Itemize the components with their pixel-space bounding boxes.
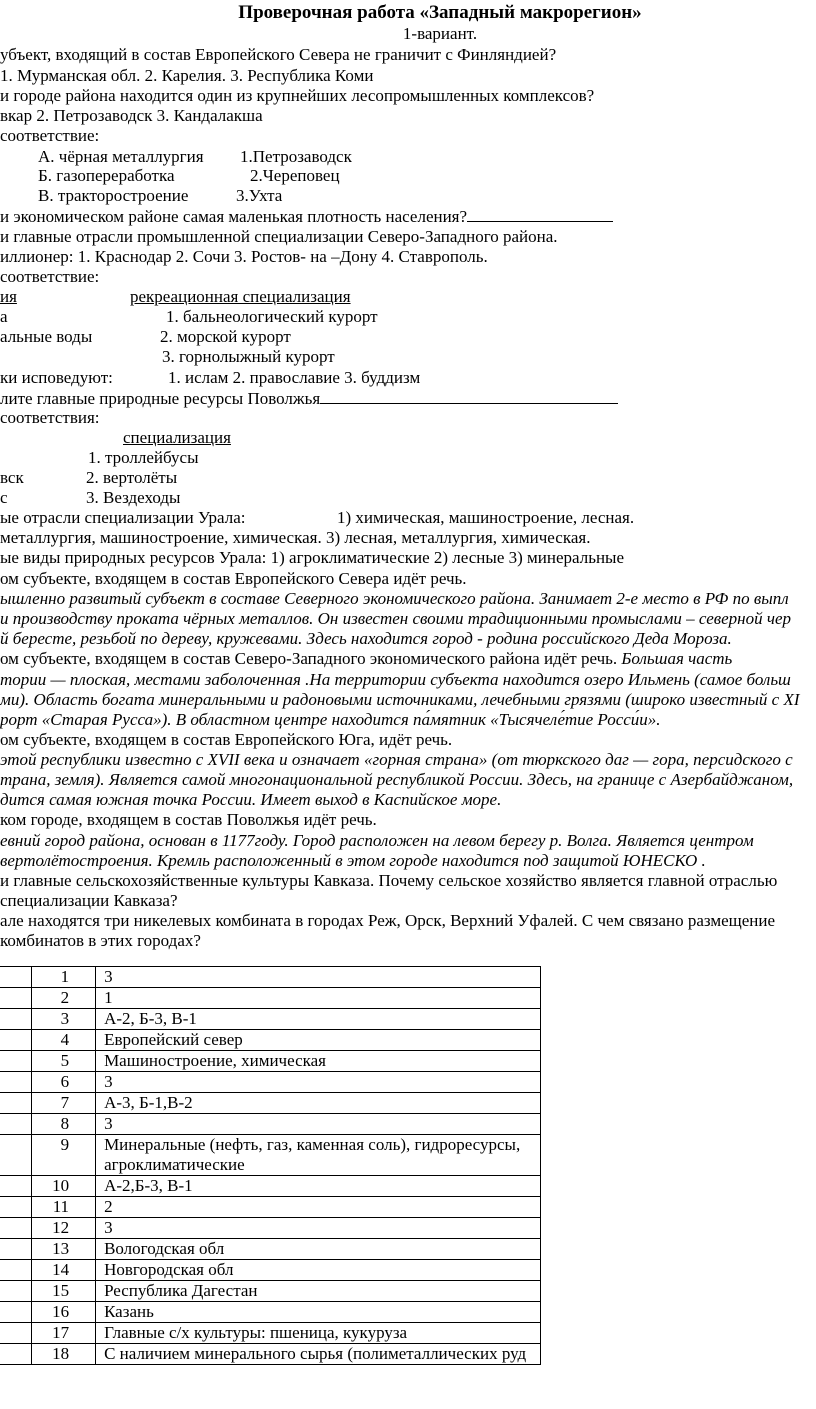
table-row — [0, 1302, 541, 1323]
q7-item-1: а — [0, 307, 8, 326]
table-row — [0, 1323, 541, 1344]
q7-match-3: 3. горнолыжный курорт — [162, 347, 335, 366]
answer-text: Главные с/х культуры: пшеница, кукуруза — [96, 1323, 541, 1344]
q13-text-line-2: и производству проката чёрных металлов. Он известен своими традиционными промыслами – северной чер — [0, 609, 791, 628]
q10-match-3: 3. Вездеходы — [86, 488, 181, 507]
question-3: соответствие: — [0, 126, 100, 145]
answer-number: 17 — [31, 1323, 96, 1344]
answer-number: 4 — [31, 1030, 96, 1051]
table-cell-empty — [0, 988, 31, 1009]
answer-text: 3 — [96, 1218, 541, 1239]
q10-match-2: 2. вертолёты — [86, 468, 178, 487]
q14-text-line-1: тории — плоская, местами заболоченная .На территории субъекта находится озеро Ильмень (самое больш — [0, 670, 791, 689]
q13-text-line-1: ышленно развитый субъект в составе Северного экономического района. Занимает 2-е место в РФ по выпл — [0, 589, 789, 608]
table-row — [0, 1176, 541, 1197]
table-row — [0, 1009, 541, 1030]
table-cell-empty — [0, 1030, 31, 1051]
question-9 — [0, 388, 618, 409]
answer-number: 7 — [31, 1093, 96, 1114]
question-18-line-2: комбинатов в этих городах? — [0, 931, 201, 950]
q10-header: специализация — [123, 428, 231, 447]
table-row — [0, 1239, 541, 1260]
table-row — [0, 1114, 541, 1135]
table-row — [0, 1281, 541, 1302]
question-14 — [0, 649, 732, 669]
question-17-line-2: специализации Кавказа? — [0, 891, 178, 910]
q7-item-2: альные воды — [0, 327, 93, 346]
q3-item-b: Б. газопереработка — [38, 166, 175, 185]
q7-match-2: 2. морской курорт — [160, 327, 291, 346]
table-cell-empty — [0, 1176, 31, 1197]
table-row — [0, 1030, 541, 1051]
question-14-italic: Большая часть — [621, 649, 733, 668]
question-1-options: 1. Мурманская обл. 2. Карелия. 3. Республика Коми — [0, 66, 374, 85]
page-title: Проверочная работа «Западный макрорегион» — [238, 2, 642, 23]
answer-blank — [320, 388, 618, 404]
q7-header-right: рекреационная специализация — [130, 287, 351, 306]
answer-number: 8 — [31, 1114, 96, 1135]
q16-text-line-1: евний город района, основан в 1177году. Город расположен на левом берегу р. Волга. Является центром — [0, 831, 754, 850]
answer-text: А-2, Б-3, В-1 — [96, 1009, 541, 1030]
table-cell-empty — [0, 967, 31, 988]
table-cell-empty — [0, 1135, 31, 1176]
question-16: ком городе, входящем в состав Поволжья идёт речь. — [0, 810, 377, 829]
table-cell-empty — [0, 1218, 31, 1239]
question-8: ки исповедуют: — [0, 368, 113, 387]
question-5: и главные отрасли промышленной специализации Северо-Западного района. — [0, 227, 558, 246]
table-cell-empty — [0, 1260, 31, 1281]
answer-text: Минеральные (нефть, газ, каменная соль), гидроресурсы, агроклиматические — [96, 1135, 541, 1176]
question-2: и городе района находится один из крупнейших лесопромышленных комплексов? — [0, 86, 595, 105]
q3-item-c: В. тракторостроение — [38, 186, 189, 205]
table-row — [0, 1135, 541, 1176]
answer-number: 15 — [31, 1281, 96, 1302]
q15-text-line-1: этой республики известно с XVII века и означает «горная страна» (от тюркского даг — гора, персидского с — [0, 750, 793, 769]
answer-text: 3 — [96, 1072, 541, 1093]
q14-text-line-3: рорт «Старая Русса»). В областном центре находится па́мятник «Тысячеле́тие Росси́и». — [0, 710, 661, 729]
table-row — [0, 988, 541, 1009]
table-cell-empty — [0, 1197, 31, 1218]
table-row — [0, 1260, 541, 1281]
question-11: ые отрасли специализации Урала: — [0, 508, 246, 527]
answer-text: Казань — [96, 1302, 541, 1323]
q3-match-3: 3.Ухта — [236, 186, 283, 205]
q15-text-line-3: дится самая южная точка России. Имеет выход в Каспийское море. — [0, 790, 502, 809]
answer-number: 14 — [31, 1260, 96, 1281]
q3-match-2: 2.Череповец — [250, 166, 340, 185]
q3-item-a: А. чёрная металлургия — [38, 147, 204, 166]
table-cell-empty — [0, 1323, 31, 1344]
answer-number: 3 — [31, 1009, 96, 1030]
table-row — [0, 1051, 541, 1072]
question-6: иллионер: 1. Краснодар 2. Сочи 3. Ростов- на –Дону 4. Ставрополь. — [0, 247, 488, 266]
question-9-text: лите главные природные ресурсы Поволжья — [0, 389, 321, 408]
answer-text: 3 — [96, 1114, 541, 1135]
table-row — [0, 1197, 541, 1218]
answers-table — [0, 966, 541, 1365]
answer-number: 10 — [31, 1176, 96, 1197]
answer-number: 11 — [31, 1197, 96, 1218]
table-row — [0, 1218, 541, 1239]
table-row — [0, 1344, 541, 1365]
table-cell-empty — [0, 1344, 31, 1365]
answer-number: 18 — [31, 1344, 96, 1365]
q10-match-1: 1. троллейбусы — [88, 448, 199, 467]
table-cell-empty — [0, 1114, 31, 1135]
table-cell-empty — [0, 1009, 31, 1030]
table-cell-empty — [0, 1093, 31, 1114]
question-11-option-1: 1) химическая, машиностроение, лесная. — [337, 508, 635, 527]
question-18: але находятся три никелевых комбината в городах Реж, Орск, Верхний Уфалей. С чем связано размещение — [0, 911, 776, 930]
answer-text: Европейский север — [96, 1030, 541, 1051]
answer-text: 3 — [96, 967, 541, 988]
q10-item-3: с — [0, 488, 8, 507]
answer-number: 5 — [31, 1051, 96, 1072]
answer-number: 12 — [31, 1218, 96, 1239]
table-row — [0, 967, 541, 988]
question-13: ом субъекте, входящем в состав Европейского Севера идёт речь. — [0, 569, 467, 588]
question-8-options: 1. ислам 2. православие 3. буддизм — [168, 368, 421, 387]
answer-text: С наличием минерального сырья (полиметаллических руд — [96, 1344, 541, 1365]
answer-text: 1 — [96, 988, 541, 1009]
question-2-options: вкар 2. Петрозаводск 3. Кандалакша — [0, 106, 263, 125]
question-4 — [0, 206, 613, 227]
question-12: ые виды природных ресурсов Урала: 1) агроклиматические 2) лесные 3) минеральные — [0, 548, 625, 567]
answer-number: 9 — [31, 1135, 96, 1176]
answer-text: Республика Дагестан — [96, 1281, 541, 1302]
answer-text: 2 — [96, 1197, 541, 1218]
answer-blank — [467, 206, 613, 222]
question-14-text: ом субъекте, входящем в состав Северо-Западного экономического района идёт речь. — [0, 649, 622, 668]
q7-header-left: ия — [0, 287, 17, 306]
q10-item-2: вск — [0, 468, 24, 487]
table-cell-empty — [0, 1072, 31, 1093]
q15-text-line-2: трана, земля). Является самой многонациональной республикой России. Здесь, на границе с Азербайджаном, — [0, 770, 794, 789]
question-17: и главные сельскохозяйственные культуры Кавказа. Почему сельское хозяйство является главной отраслью — [0, 871, 778, 890]
question-15: ом субъекте, входящем в состав Европейского Юга, идёт речь. — [0, 730, 453, 749]
question-4-text: и экономическом районе самая маленькая плотность населения? — [0, 207, 468, 226]
q7-match-1: 1. бальнеологический курорт — [166, 307, 378, 326]
q16-text-line-2: вертолётостроения. Кремль расположенный в этом городе находится под защитой ЮНЕСКО . — [0, 851, 706, 870]
table-cell-empty — [0, 1281, 31, 1302]
table-cell-empty — [0, 1239, 31, 1260]
q13-text-line-3: й бересте, резьбой по дереву, кружевами. Здесь находится город - родина российского Деда Мороза. — [0, 629, 732, 648]
variant-label: 1-вариант. — [402, 24, 478, 43]
table-cell-empty — [0, 1051, 31, 1072]
answer-number: 6 — [31, 1072, 96, 1093]
question-10: соответствия: — [0, 408, 100, 427]
answer-text: Вологодская обл — [96, 1239, 541, 1260]
question-1: убъект, входящий в состав Европейского Севера не граничит с Финляндией? — [0, 45, 557, 64]
q14-text-line-2: ми). Область богата минеральными и радоновыми источниками, лечебными грязями (широко известный с XI — [0, 690, 800, 709]
table-row — [0, 1072, 541, 1093]
answer-text: Новгородская обл — [96, 1260, 541, 1281]
answer-number: 2 — [31, 988, 96, 1009]
table-row — [0, 1093, 541, 1114]
answer-text: А-2,Б-3, В-1 — [96, 1176, 541, 1197]
answer-number: 13 — [31, 1239, 96, 1260]
answer-text: Машиностроение, химическая — [96, 1051, 541, 1072]
question-7: соответствие: — [0, 267, 100, 286]
answer-number: 16 — [31, 1302, 96, 1323]
answer-number: 1 — [31, 967, 96, 988]
q3-match-1: 1.Петрозаводск — [240, 147, 352, 166]
question-11-options: металлургия, машиностроение, химическая. 3) лесная, металлургия, химическая. — [0, 528, 591, 547]
answer-text: А-3, Б-1,В-2 — [96, 1093, 541, 1114]
table-cell-empty — [0, 1302, 31, 1323]
